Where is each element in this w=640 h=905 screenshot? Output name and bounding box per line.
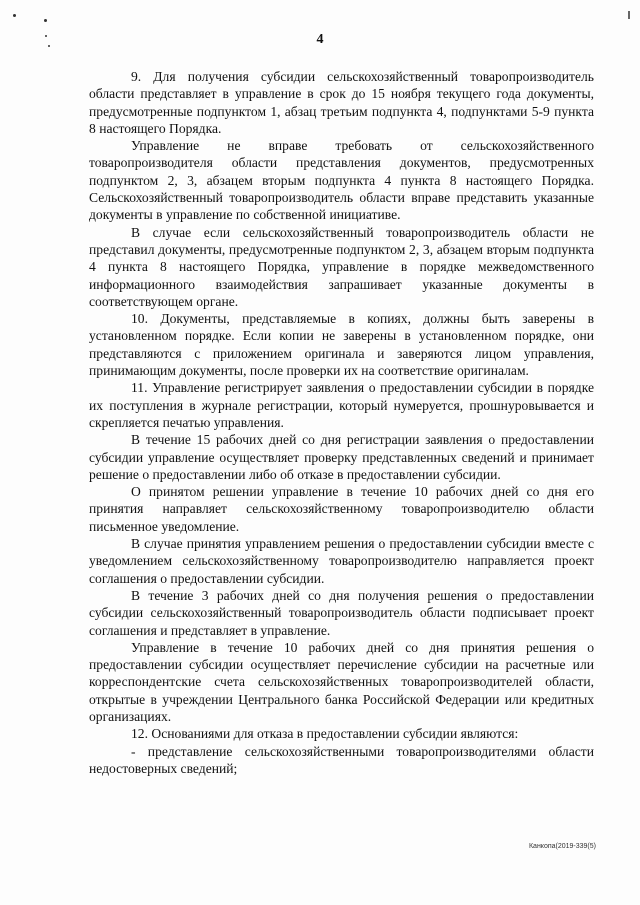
paragraph-9: 9. Для получения субсидии сельскохозяйственный товаропроизводитель области представляет в управление в срок до 15 ноября текущего года документы, предусмотренные подпунктом 1, абзац третьим подпункта 4, подпунктами 5-9 пункта 8 настоящего Порядка. bbox=[89, 69, 594, 136]
paragraph: Управление в течение 10 рабочих дней со дня принятия решения о предоставлении субсидии осуществляет перечисление субсидии на расчетные или корреспондентские счета сельскохозяйственных товаропроизводителей области, открытые в учреждении Центрального банка Российской Федерации или кредитных организациях. bbox=[89, 639, 594, 724]
paragraph: Управление не вправе требовать от сельскохозяйственного товаропроизводителя области представления документов, предусмотренных подпунктом 2, 3, абзацем вторым подпункта 4 пункта 8 настоящего Порядка. Сельскохозяйственный товаропроизводитель области вправе представить указанные документы в управление по собственной инициативе. bbox=[89, 138, 594, 223]
paragraph-10: 10. Документы, представляемые в копиях, должны быть заверены в установленном порядке. Если копии не заверены в установленном порядке, они представляются с приложением оригинала и заверяются лицом управления, принимающим документы, после проверки их на соответствие оригиналам. bbox=[89, 311, 594, 379]
scan-mark bbox=[44, 19, 47, 22]
paragraph: В течение 15 рабочих дней со дня регистрации заявления о предоставлении субсидии управление осуществляет проверку представленных сведений и принимает решение о предоставлении либо об отказе в предоставлении субсидии. bbox=[89, 432, 594, 482]
paragraph: В случае принятия управлением решения о предоставлении субсидии вместе с уведомлением сельскохозяйственному товаропроизводителю направляется проект соглашения о предоставлении субсидии. bbox=[89, 536, 594, 586]
document-body bbox=[89, 68, 594, 777]
footer-code: Канкопа(2019-339(5) bbox=[528, 843, 596, 850]
paragraph: В течение 3 рабочих дней со дня получения решения о предоставлении субсидии сельскохозяйственный товаропроизводитель области подписывает проект соглашения и представляет в управление. bbox=[89, 587, 594, 638]
paragraph: О принятом решении управление в течение 10 рабочих дней со дня его принятия направляет сельскохозяйственному товаропроизводителю области письменное уведомление. bbox=[89, 484, 594, 534]
paragraph: В случае если сельскохозяйственный товаропроизводитель области не представил документы, предусмотренные подпунктом 2, 3, абзацем вторым подпункта 4 пункта 8 настоящего Порядка, управление в порядке межведомственного информационного взаимодействия запрашивает указанные документы в соответствующем органе. bbox=[89, 224, 594, 309]
scan-mark bbox=[628, 11, 630, 19]
list-item: - представление сельскохозяйственными товаропроизводителями области недостоверных сведений; bbox=[89, 743, 594, 776]
paragraph-11: 11. Управление регистрирует заявления о предоставлении субсидии в порядке их поступления в журнале регистрации, который нумеруется, прошнуровывается и скрепляется печатью управления. bbox=[89, 380, 594, 430]
scan-mark bbox=[13, 14, 16, 17]
page-number: 4 bbox=[316, 32, 324, 47]
paragraph-12: 12. Основаниями для отказа в предоставлении субсидии являются: bbox=[131, 726, 519, 742]
